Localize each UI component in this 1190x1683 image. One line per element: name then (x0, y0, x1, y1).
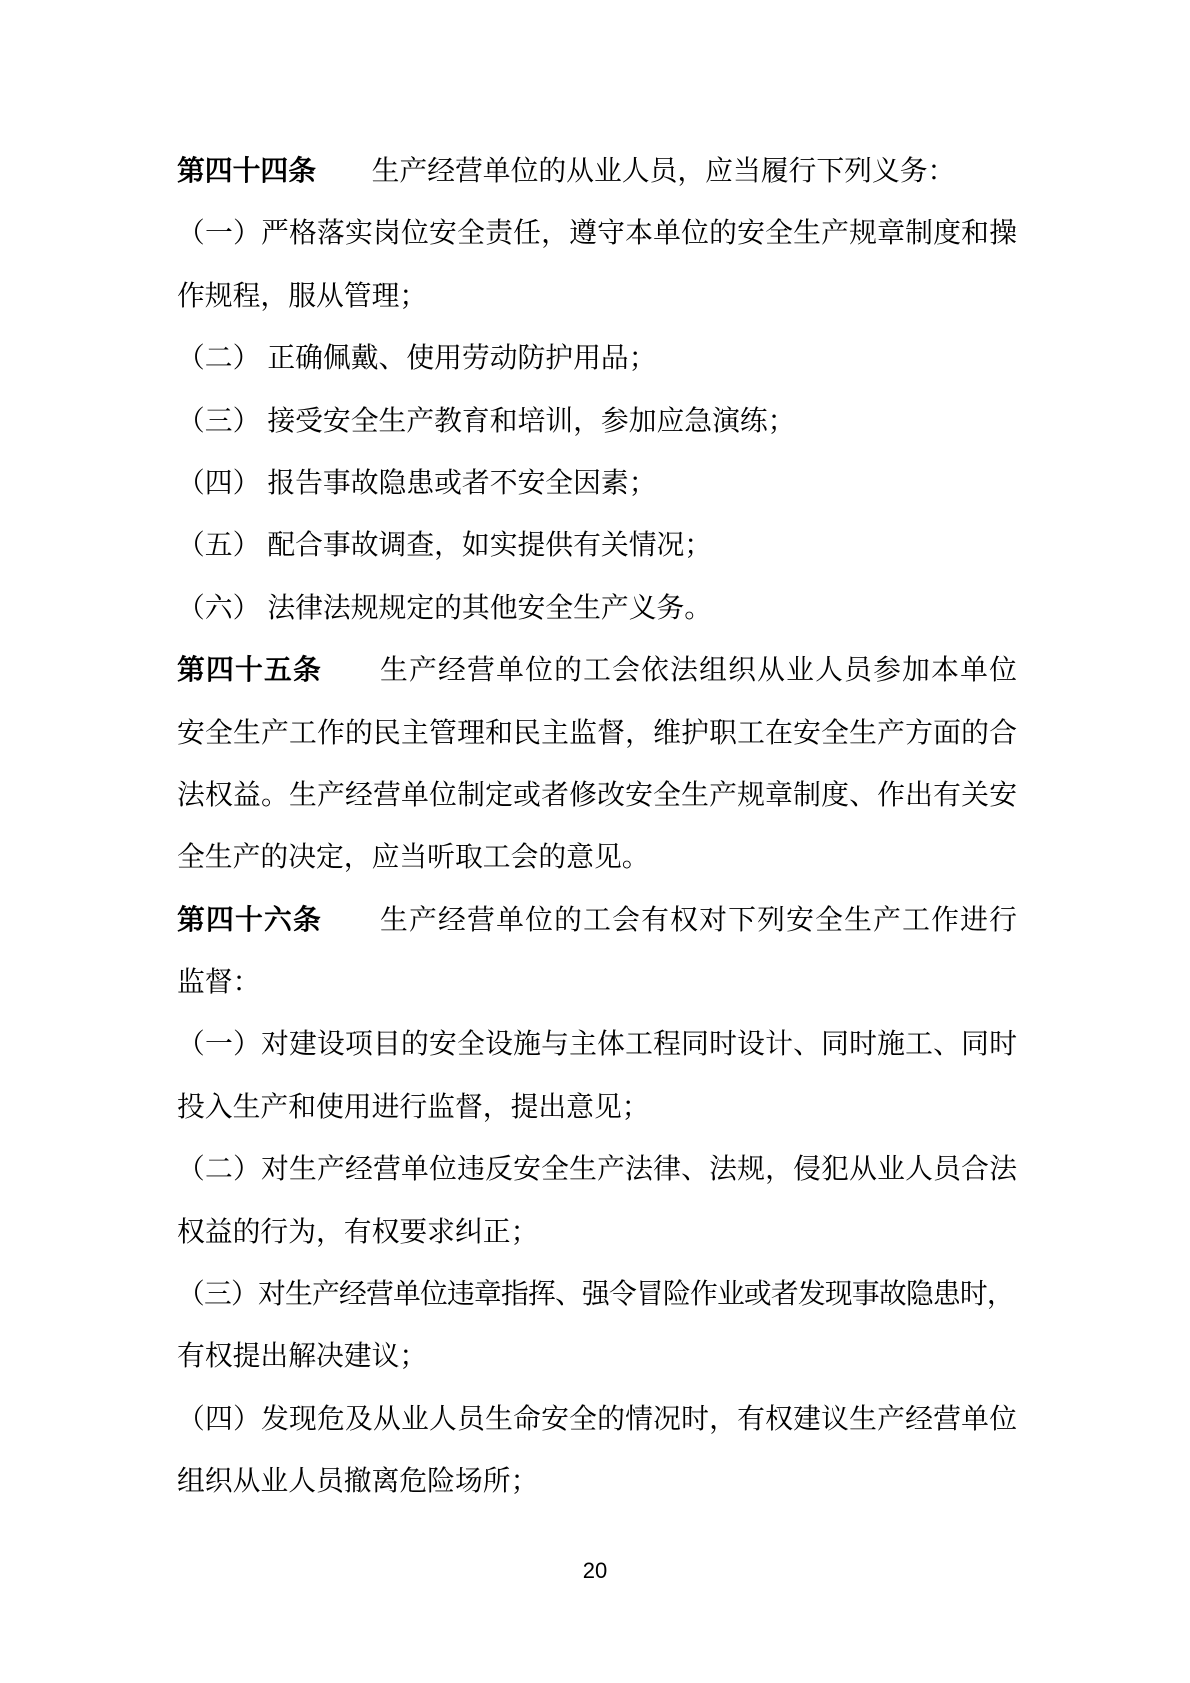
line-text: （五） 配合事故调查，如实提供有关情况； (177, 530, 713, 562)
line-text: （一）对建设项目的安全设施与主体工程同时设计、同时施工、同时 (177, 1029, 1017, 1061)
line-text: （四）发现危及从业人员生命安全的情况时，有权建议生产经营单位 (177, 1403, 1017, 1435)
line-text: （一）严格落实岗位安全责任，遵守本单位的安全生产规章制度和操 (177, 218, 1017, 250)
line-text: 有权提出解决建议； (177, 1341, 428, 1373)
text-line (177, 1202, 1017, 1264)
article-number: 第四十六条 (177, 904, 323, 936)
document-body (177, 141, 1017, 1514)
line-text: 监督： (177, 967, 261, 999)
text-line (177, 1326, 1017, 1388)
line-text: 生产经营单位的工会有权对下列安全生产工作进行 (322, 904, 1017, 936)
article-number: 第四十五条 (177, 655, 323, 687)
text-line (177, 1264, 1017, 1326)
line-text: （二）对生产经营单位违反安全生产法律、法规，侵犯从业人员合法 (177, 1154, 1017, 1186)
text-line (177, 1077, 1017, 1139)
text-line (177, 640, 1017, 702)
line-text: 全生产的决定，应当听取工会的意见。 (177, 842, 650, 874)
text-line (177, 578, 1017, 640)
text-line (177, 765, 1017, 827)
text-line (177, 890, 1017, 952)
line-text: （四） 报告事故隐患或者不安全因素； (177, 467, 657, 499)
line-text: 投入生产和使用进行监督，提出意见； (177, 1091, 650, 1123)
text-line (177, 703, 1017, 765)
text-line (177, 1014, 1017, 1076)
text-line (177, 1451, 1017, 1513)
line-text: （二） 正确佩戴、使用劳动防护用品； (177, 343, 657, 375)
text-line (177, 952, 1017, 1014)
text-line (177, 453, 1017, 515)
line-text: 作规程，服从管理； (177, 280, 428, 312)
text-line (177, 1389, 1017, 1451)
line-text: 安全生产工作的民主管理和民主监督，维护职工在安全生产方面的合 (177, 717, 1017, 749)
text-line (177, 827, 1017, 889)
line-text: 法权益。生产经营单位制定或者修改安全生产规章制度、作出有关安 (177, 779, 1017, 811)
page-number: 20 (582, 1558, 608, 1583)
text-line (177, 203, 1017, 265)
line-text: 组织从业人员撤离危险场所； (177, 1466, 539, 1498)
text-line (177, 391, 1017, 453)
text-line (177, 141, 1017, 203)
line-text: 生产经营单位的从业人员，应当履行下列义务： (316, 156, 956, 187)
text-line (177, 328, 1017, 390)
text-line (177, 1139, 1017, 1201)
line-text: （三）对生产经营单位违章指挥、强令冒险作业或者发现事故隐患时， (177, 1279, 1014, 1311)
article-number: 第四十四条 (177, 156, 316, 187)
line-text: （六） 法律法规规定的其他安全生产义务。 (177, 592, 713, 624)
text-line (177, 266, 1017, 328)
line-text: 权益的行为，有权要求纠正； (177, 1216, 539, 1248)
text-line (177, 515, 1017, 577)
line-text: 生产经营单位的工会依法组织从业人员参加本单位 (322, 655, 1017, 687)
line-text: （三） 接受安全生产教育和培训，参加应急演练； (177, 405, 796, 437)
